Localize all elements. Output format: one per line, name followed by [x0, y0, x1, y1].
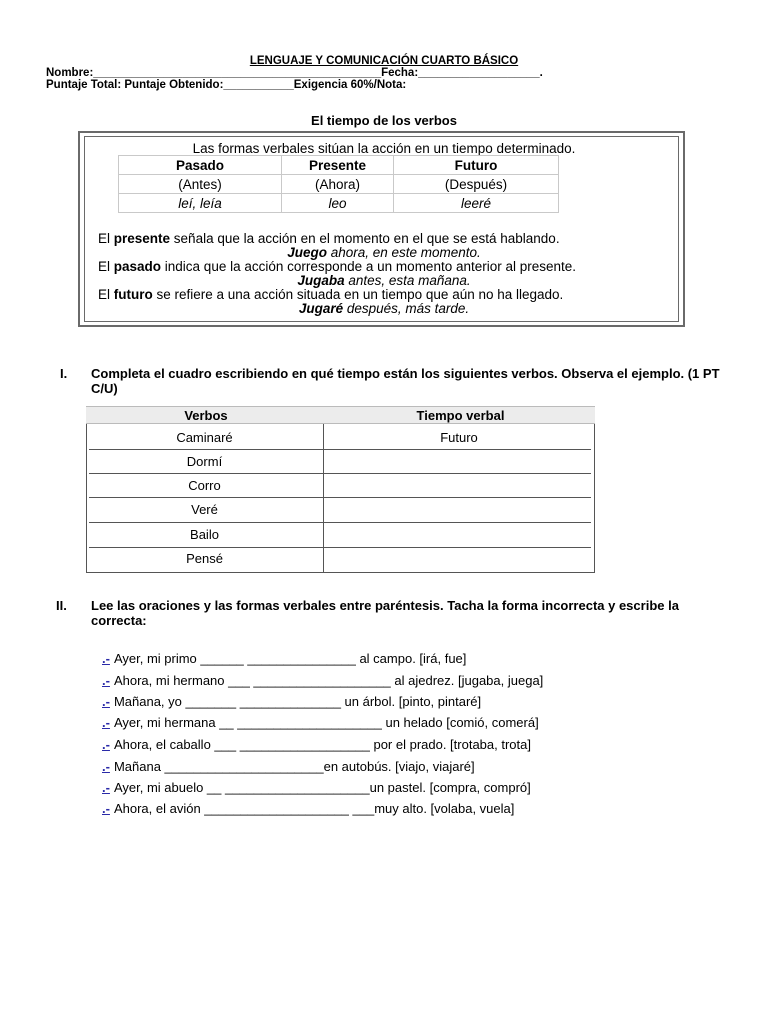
- presente-explanation: El presente señala que la acción en el momento en el que se está hablando.: [98, 231, 560, 246]
- exercise-sentence[interactable]: .- Ahora, el avión ____________________ ___muy alto. [volaba, vuela]: [102, 801, 515, 816]
- name-date-line: Nombre:_____________________________________________Fecha:___________________.: [46, 67, 543, 79]
- exercise-sentence[interactable]: .- Mañana, yo _______ ______________ un árbol. [pinto, pintaré]: [102, 694, 482, 709]
- section-title: El tiempo de los verbos: [311, 113, 457, 128]
- bullet: .-: [102, 759, 110, 774]
- tense-header-present: Presente: [282, 156, 394, 175]
- bullet: .-: [102, 737, 110, 752]
- bullet: .-: [102, 801, 110, 816]
- pasado-explanation: El pasado indica que la acción corresponde a un momento anterior al presente.: [98, 259, 577, 274]
- verbs-column-header: Verbos: [184, 408, 228, 423]
- row-line: [89, 522, 591, 523]
- tense-cell: leí, leía: [119, 194, 282, 213]
- row-line: [89, 547, 591, 548]
- section2-instruction: Lee las oraciones y las formas verbales entre paréntesis. Tacha la forma incorrecta y escribe la correcta:: [91, 598, 679, 628]
- bullet: .-: [102, 694, 110, 709]
- bullet: .-: [102, 715, 110, 730]
- exercise-sentence[interactable]: .- Ahora, mi hermano ___ ___________________ al ajedrez. [jugaba, juega]: [102, 673, 544, 688]
- box-intro: Las formas verbales sitúan la acción en un tiempo determinado.: [192, 141, 576, 156]
- verb-cell: Veré: [191, 502, 218, 517]
- tense-header-past: Pasado: [119, 156, 282, 175]
- futuro-example: Jugaré después, más tarde.: [298, 301, 470, 316]
- exercise-sentence[interactable]: .- Ayer, mi hermana __ ____________________ un helado [comió, comerá]: [102, 715, 539, 730]
- verb-cell: Dormí: [186, 454, 223, 469]
- tense-header-future: Futuro: [394, 156, 559, 175]
- futuro-explanation: El futuro se refiere a una acción situada en un tiempo que aún no ha llegado.: [98, 287, 564, 302]
- row-line: [86, 572, 595, 573]
- tense-answer-cell: Futuro: [440, 430, 478, 445]
- bullet: .-: [102, 780, 110, 795]
- tense-cell: (Después): [394, 175, 559, 194]
- section1-number: I.: [60, 366, 68, 381]
- worksheet-title: LENGUAJE Y COMUNICACIÓN CUARTO BÁSICO: [249, 55, 519, 67]
- verb-cell: Caminaré: [176, 430, 233, 445]
- presente-example: Juego ahora, en este momento.: [287, 245, 481, 260]
- tense-cell: leo: [282, 194, 394, 213]
- bullet: .-: [102, 673, 110, 688]
- exercise-sentence[interactable]: .- Mañana ______________________en autobús. [viajo, viajaré]: [102, 759, 475, 774]
- tense-column-header: Tiempo verbal: [416, 408, 505, 423]
- section2-number: II.: [56, 598, 67, 613]
- section1-instruction: Completa el cuadro escribiendo en qué tiempo están los siguientes verbos. Observa el ejemplo. (1 PT C/U): [91, 366, 720, 396]
- bullet: .-: [102, 651, 110, 666]
- row-line: [89, 497, 591, 498]
- table-border: [594, 424, 595, 573]
- table-divider: [323, 424, 324, 573]
- row-line: [89, 449, 591, 450]
- tense-table: [118, 155, 559, 213]
- verb-cell: Bailo: [190, 527, 219, 542]
- exercise-sentence[interactable]: .- Ayer, mi primo ______ _______________ al campo. [irá, fue]: [102, 651, 467, 666]
- exercise-sentence[interactable]: .- Ahora, el caballo ___ __________________ por el prado. [trotaba, trota]: [102, 737, 531, 752]
- exercise-sentence[interactable]: .- Ayer, mi abuelo __ ____________________un pastel. [compra, compró]: [102, 780, 531, 795]
- score-line: Puntaje Total: Puntaje Obtenido:___________Exigencia 60%/Nota:: [46, 79, 407, 91]
- verb-cell: Pensé: [186, 551, 223, 566]
- verb-tense-table: [86, 406, 595, 573]
- verb-cell: Corro: [188, 478, 221, 493]
- tense-cell: leeré: [394, 194, 559, 213]
- tense-cell: (Antes): [119, 175, 282, 194]
- tense-cell: (Ahora): [282, 175, 394, 194]
- pasado-example: Jugaba antes, esta mañana.: [297, 273, 471, 288]
- row-line: [89, 473, 591, 474]
